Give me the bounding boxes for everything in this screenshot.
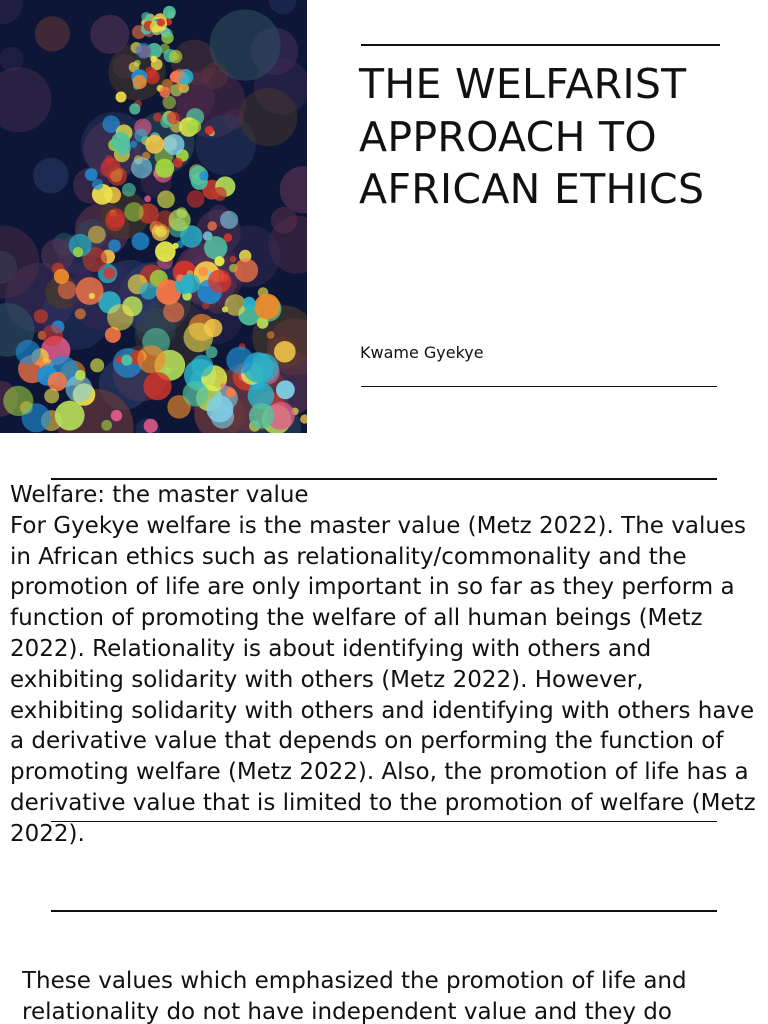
title-top-rule [361,44,720,46]
slide2-body: For Gyekye welfare is the master value (Metz 2022). The values in African ethics such as relationality/commonality and the promotion of life are only important in so far as they perform a function of promoting the welfare of all human beings (Metz 2022). Relationality is about identifying with others and exhibiting solidarity with others (Metz 2022). However, exhibiting solidarity with others and identifying with others have a derivative value that depends on performing the function of promoting welfare (Metz 2022). Also, the promotion of life has a derivative value that is limited to the promotion of welfare (Metz 2022). [10,512,756,847]
slide2-heading: Welfare: the master value [10,482,309,508]
bokeh-svg [0,0,307,433]
slide3-content [22,966,764,1024]
page-title: THE WELFARIST APPROACH TO AFRICAN ETHICS [359,60,705,213]
slide2-content [10,480,762,862]
slide3-body: These values which emphasized the promotion of life and relationality do not have independent value and they do [22,968,687,1024]
author-name: Kwame Gyekye [360,343,484,362]
slide2-bottom-rule [51,821,717,822]
slide3-top-rule [51,910,717,912]
title-bottom-rule [361,386,717,387]
christmas-tree-bokeh-image [0,0,307,433]
